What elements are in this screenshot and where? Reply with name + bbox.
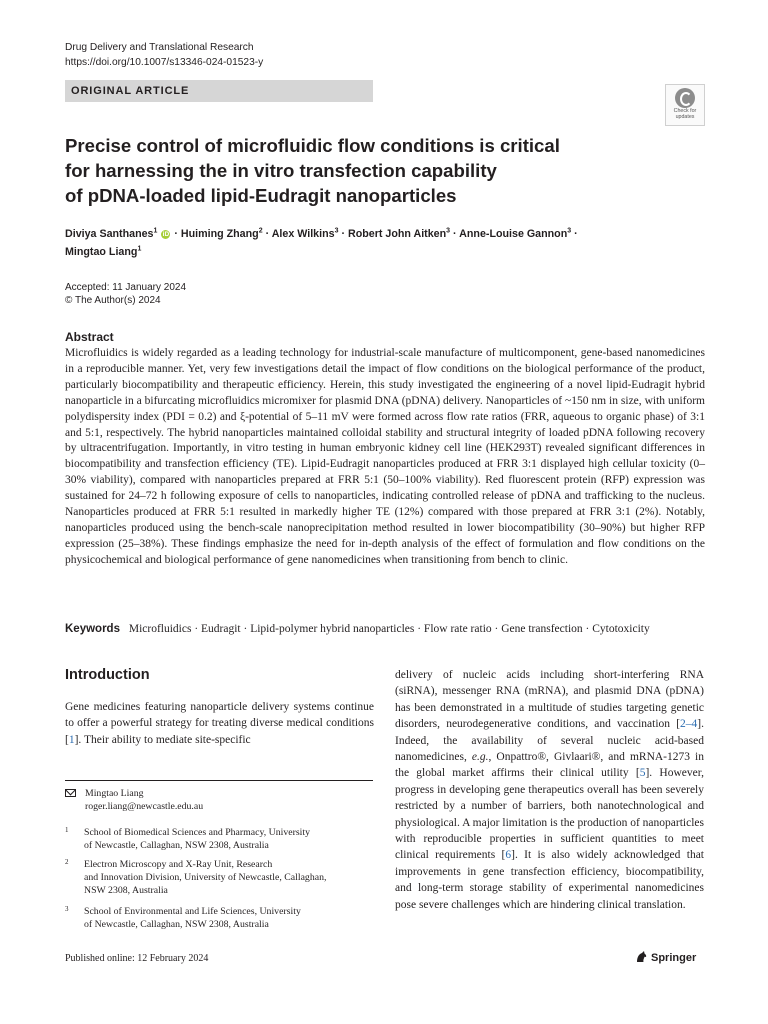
springer-horse-icon — [634, 950, 648, 964]
affiliation-item — [65, 905, 365, 931]
author-name[interactable]: Alex Wilkins — [271, 228, 335, 240]
citation-link[interactable]: 6 — [505, 849, 512, 862]
affiliation-line: and Innovation Division, University of Newcastle, Callaghan, — [84, 872, 327, 883]
abstract-heading: Abstract — [65, 330, 114, 344]
author-name[interactable]: Robert John Aitken — [347, 228, 447, 240]
orcid-icon[interactable]: iD — [162, 230, 170, 238]
corresponding-email[interactable]: roger.liang@newcastle.edu.au — [85, 801, 204, 812]
introduction-text: , Onpattro®, Givlaari®, and mRNA-1273 in the global market affirms their clinical utility [5]. However, progress in developing gene therapeutics overall has been severely restricted by a number of barriers, both nanotechnological and physiological. A major limitation is the production of nanoparticles with reproducible properties in sufficient quantities to meet clinical requirements [6]. It is also widely acknowledged that improvements in gene transfection efficiency, biocompatibility, and long-term storage stability of experimental nanomedicines pose severe challenges which are hindering clinical translation. — [395, 751, 704, 911]
envelope-icon — [65, 789, 76, 797]
article-type-banner — [65, 80, 373, 102]
author-affiliation: 3 — [567, 227, 572, 235]
journal-header — [65, 40, 263, 70]
affiliation-number: 2 — [65, 858, 69, 866]
abstract-body: Microfluidics is widely regarded as a leading technology for industrial-scale manufacture of multicomponent, gene-based nanomedicines in a reproducible manner. Yet, very few investigations detail the impact of flow conditions on the biological performance of the product, particularly biocompatibility and therapeutic efficiency. Herein, this study investigated the engineering of a novel lipid-Eudragit hybrid nanoparticle in a bifurcating microfluidics micromixer for plasmid DNA (pDNA) delivery. Nanoparticles of ~150 nm in size, with uniform polydispersity index (PDI = 0.2) and ξ-potential of 5–11 mV were formed across flow rate ratios (FRR, aqueous to organic phase) of 3:1 and 5:1, respectively. The hybrid nanoparticles maintained colloidal stability and structural integrity of loaded pDNA following recovery by ultracentrifugation. Importantly, in vitro testing in human embryonic kidney cell line (HEK293T) revealed significant differences in biocompatibility and transfection efficiency (TE). Lipid-Eudragit nanoparticles produced at FRR 3:1 displayed high cellular toxicity (0–30% viability), compared with nanoparticles prepared at FRR 5:1 (50–100% viability). Red fluorescent protein (RFP) expression was sustained for 24–72 h following exposure of cells to nanoparticles, indicating controlled release of pDNA and trafficking to the nucleus. Nanoparticles produced at FRR 5:1 resulted in markedly higher TE (12%) compared with those prepared at FRR 3:1 (2%). Notably, nanoparticles produced using the bench-scale nanoprecipitation method resulted in lower biocompatibility (30–90%) but higher RFP expression (25–38%). These findings emphasize the need for in-depth analysis of the effect of formulation and flow conditions on the physicochemical and biological performance of gene nanomedicines when transitioning from bench to clinic. — [65, 347, 705, 566]
affiliation-item — [65, 826, 365, 852]
keywords-label: Keywords — [65, 623, 120, 635]
introduction-text: delivery of nucleic acids including short-interfering RNA (siRNA), messenger RNA (mRNA), and plasmid DNA (pDNA) has been demonstrated in a multitude of studies targeting genetic disorders, neurodegenerative conditions, and vaccination [2–4]. Indeed, the availability of several nucleic acid-based nanomedicines, — [395, 669, 704, 764]
doi-link[interactable]: https://doi.org/10.1007/s13346-024-01523-y — [65, 57, 264, 68]
crossmark-label-2: updates — [675, 114, 695, 120]
affiliation-line: NSW 2308, Australia — [84, 885, 168, 896]
affiliation-number: 1 — [65, 826, 69, 834]
author-affiliation: 1 — [153, 227, 158, 235]
author-name[interactable]: Mingtao Liang — [65, 246, 138, 258]
accepted-date: Accepted: 11 January 2024 — [65, 282, 187, 293]
check-for-updates-badge[interactable] — [665, 84, 705, 126]
author-name[interactable]: Huiming Zhang — [180, 228, 259, 240]
author-name[interactable]: Diviya Santhanes — [65, 228, 154, 240]
published-date: Published online: 12 February 2024 — [65, 953, 209, 964]
journal-name: Drug Delivery and Translational Research — [65, 42, 254, 53]
author-affiliation: 3 — [446, 227, 451, 235]
author-affiliation: 3 — [334, 227, 339, 235]
keywords-line — [65, 621, 725, 637]
introduction-heading: Introduction — [65, 667, 150, 683]
introduction-text-italic: e.g. — [471, 751, 489, 764]
footnote-divider — [65, 780, 373, 781]
affiliation-item — [65, 858, 365, 897]
author-list: Diviya Santhanes$^1$ iD · Huiming Zhang$^2$ · Alex Wilkins$^3$ · Robert John Aitken$^3$ · Anne-Louise Gannon$^3$ · Mingtao Liang$^1$ — [65, 227, 578, 258]
keywords-list: Microfluidics · Eudragit · Lipid-polymer hybrid nanoparticles · Flow rate ratio · Gene transfection · Cytotoxicity — [128, 623, 650, 635]
title-line-2: for harnessing the in vitro transfection capability — [65, 160, 497, 181]
title-line-3: of pDNA-loaded lipid-Eudragit nanoparticles — [65, 185, 457, 206]
article-type: ORIGINAL ARTICLE — [71, 85, 190, 97]
affiliation-number: 3 — [65, 905, 69, 913]
correspondence-block — [65, 787, 203, 813]
crossmark-icon — [675, 88, 695, 108]
introduction-paragraph: Gene medicines featuring nanoparticle delivery systems continue to offer a powerful strategy for treating diverse medical conditions [1]. Their ability to mediate site-specific — [65, 701, 374, 746]
affiliation-line: School of Biomedical Sciences and Pharmacy, University — [84, 827, 310, 838]
introduction-paragraph-continued — [395, 667, 704, 913]
affiliation-line: of Newcastle, Callaghan, NSW 2308, Australia — [84, 840, 269, 851]
affiliation-line: of Newcastle, Callaghan, NSW 2308, Australia — [84, 919, 269, 930]
copyright-notice: © The Author(s) 2024 — [65, 295, 161, 306]
citation-link[interactable]: 1 — [68, 733, 75, 746]
publisher-name: Springer — [651, 952, 697, 964]
title-line-1: Precise control of microfluidic flow conditions is critical — [65, 135, 560, 156]
publisher-logo — [634, 950, 696, 964]
author-name[interactable]: Anne-Louise Gannon — [459, 228, 568, 240]
citation-link[interactable]: 5 — [639, 767, 646, 780]
article-title — [65, 133, 705, 208]
corresponding-author: Mingtao Liang — [85, 788, 144, 799]
affiliation-line: School of Environmental and Life Sciences, University — [84, 906, 301, 917]
crossmark-label-1: Check for — [673, 108, 697, 114]
author-affiliation: 1 — [137, 245, 142, 253]
affiliation-line: Electron Microscopy and X-Ray Unit, Research — [84, 859, 273, 870]
citation-link[interactable]: 2–4 — [680, 718, 698, 731]
author-affiliation: 2 — [258, 227, 263, 235]
article-dates — [65, 281, 186, 307]
